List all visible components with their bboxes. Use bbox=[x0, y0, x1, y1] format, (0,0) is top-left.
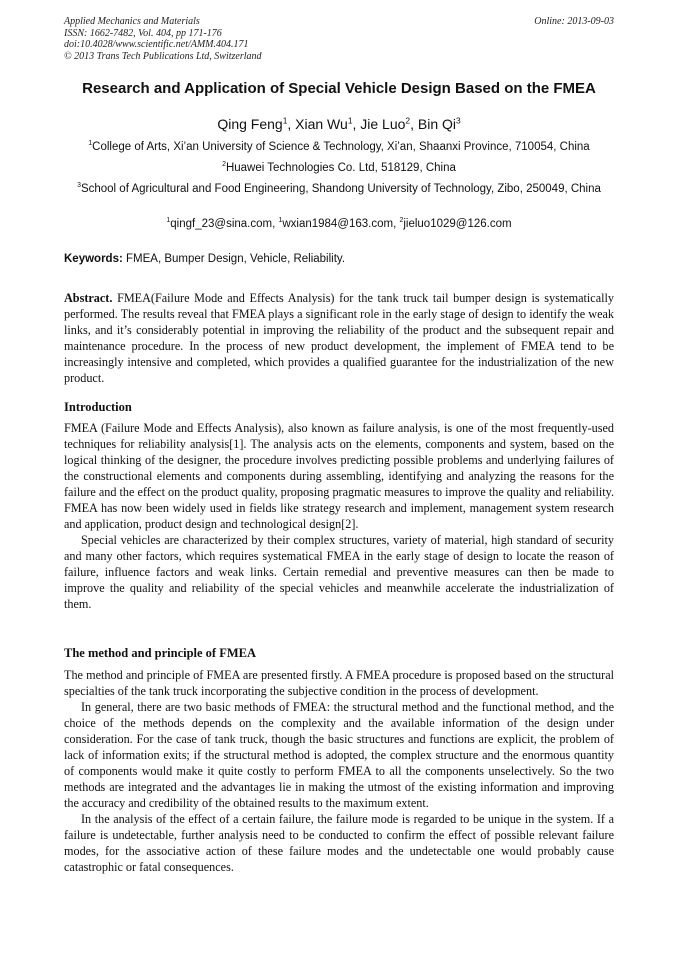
keywords bbox=[64, 252, 345, 267]
doi-line: doi:10.4028/www.scientific.net/AMM.404.171 bbox=[64, 39, 249, 50]
author-name: Xian Wu bbox=[295, 116, 348, 132]
abstract-label: Abstract. bbox=[64, 291, 113, 305]
abstract bbox=[64, 290, 614, 386]
author-list: Qing Feng$^1$, Xian Wu$^1$, Jie Luo$^2$, Bin Qi$^3$ bbox=[217, 115, 461, 132]
section-body bbox=[64, 667, 614, 875]
email-address[interactable]: jieluo1029@126.com bbox=[403, 218, 512, 230]
email-list: $^1$qingf_23@sina.com, $^1$wxian1984@163.com, $^2$jieluo1029@126.com bbox=[166, 217, 512, 230]
paragraph: The method and principle of FMEA are presented firstly. A FMEA procedure is proposed based on the structural specialties of the tank truck incorporating the subjective condition in the process of development. bbox=[64, 668, 614, 698]
author-name: Jie Luo bbox=[360, 116, 406, 132]
author-sup: 3 bbox=[456, 115, 461, 126]
paragraph: FMEA (Failure Mode and Effects Analysis), also known as failure analysis, is one of the most frequently-used techniques for reliability analysis[1]. The analysis acts on the elements, components and system, based on the logical thinking of the designer, the procedure involves predicting possible problems and underlying failures of the constructional elements and components during assembling, identifying and analyzing the reasons for the failure and the effect on the product quality, proposing pragmatic measures to improve the quality and reliability. FMEA has now been widely used in fields like strategy research and implement, management system research and application, product design and technological design[2]. bbox=[64, 421, 614, 531]
paragraph: In the analysis of the effect of a certain failure, the failure mode is regarded to be unique in the system. If a failure is undetectable, further analysis need to be conducted to confirm the effect of possible relevant failure modes, for the associative action of these failure modes and the undetectable one would probably cause catastrophic or fatal consequences. bbox=[64, 812, 614, 874]
publication-info bbox=[64, 16, 262, 62]
copyright-line: © 2013 Trans Tech Publications Ltd, Switzerland bbox=[64, 50, 262, 62]
author-sup: 1 bbox=[347, 115, 353, 126]
author-sup: 1 bbox=[282, 115, 288, 126]
author-name: Bin Qi bbox=[417, 116, 456, 132]
journal-name: Applied Mechanics and Materials bbox=[64, 16, 200, 27]
affiliation-text: Huawei Technologies Co. Ltd, 518129, China bbox=[225, 162, 456, 174]
section-heading: The method and principle of FMEA bbox=[64, 646, 257, 660]
paper-title: Research and Application of Special Vehicle Design Based on the FMEA bbox=[82, 80, 596, 97]
paragraph: Special vehicles are characterized by their complex structures, variety of material, high standard of security and many other factors, which requires systematical FMEA in the early stage of design to locate the reason of failure, influence factors and weak links. Certain remedial and preventive measures can then be made to improve the quality and reliability of the special vehicles and meanwhile accelerate the industrialization of them. bbox=[64, 533, 614, 611]
section-body bbox=[64, 420, 614, 612]
email-address[interactable]: qingf_23@sina.com bbox=[170, 218, 273, 230]
author-name: Qing Feng bbox=[217, 116, 283, 132]
issn-line: ISSN: 1662-7482, Vol. 404, pp 171-176 bbox=[64, 27, 222, 39]
affiliation-text: School of Agricultural and Food Engineering, Shandong University of Technology, Zibo, 250049, China bbox=[80, 183, 601, 195]
email-address[interactable]: wxian1984@163.com bbox=[282, 218, 394, 230]
affiliation-sup: 1 bbox=[88, 140, 93, 148]
section-heading: Introduction bbox=[64, 400, 132, 414]
email-sup: 2 bbox=[399, 217, 404, 225]
keywords-text: FMEA, Bumper Design, Vehicle, Reliability. bbox=[126, 253, 346, 265]
abstract-text: FMEA(Failure Mode and Effects Analysis) for the tank truck tail bumper design is systematically performed. The results reveal that FMEA plays a significant role in the early stage of design to identify the weak links, and it’s considerably potential in improving the reliability of the product and the subsequent repair and maintenance procedure. In the process of new product development, the implement of FMEA tend to be increasingly intensive and completed, which provides a qualified guarantee for the industrialization of the new product. bbox=[64, 291, 614, 385]
affiliation bbox=[60, 160, 618, 176]
affiliation-sup: 3 bbox=[77, 182, 81, 190]
paragraph: In general, there are two basic methods of FMEA: the structural method and the functional method, and the choice of the methods depends on the complexity and the available information of the design under consideration. For the case of tank truck, though the basic structures and functions are explicit, the problem of lack of information exits; if the structural method is adopted, the complex structure and the enormous quantity of components would make it quite costly to perform FMEA to all the components unselectively. So the two methods are integrated and the advantages lie in making the utmost of the existing information and improving the accuracy and credibility of the obtained results to the maximum extent. bbox=[64, 700, 614, 810]
affiliation-text: College of Arts, Xi’an University of Science & Technology, Xi’an, Shaanxi Province, 710054, China bbox=[92, 141, 590, 153]
keywords-label: Keywords: bbox=[64, 253, 123, 265]
online-date: Online: 2013-09-03 bbox=[534, 16, 614, 27]
affiliation-sup: 2 bbox=[222, 161, 226, 169]
email-sup: 1 bbox=[278, 217, 283, 225]
email-sup: 1 bbox=[166, 217, 171, 225]
affiliation bbox=[60, 139, 618, 155]
author-sup: 2 bbox=[405, 115, 411, 126]
affiliation bbox=[66, 181, 612, 197]
